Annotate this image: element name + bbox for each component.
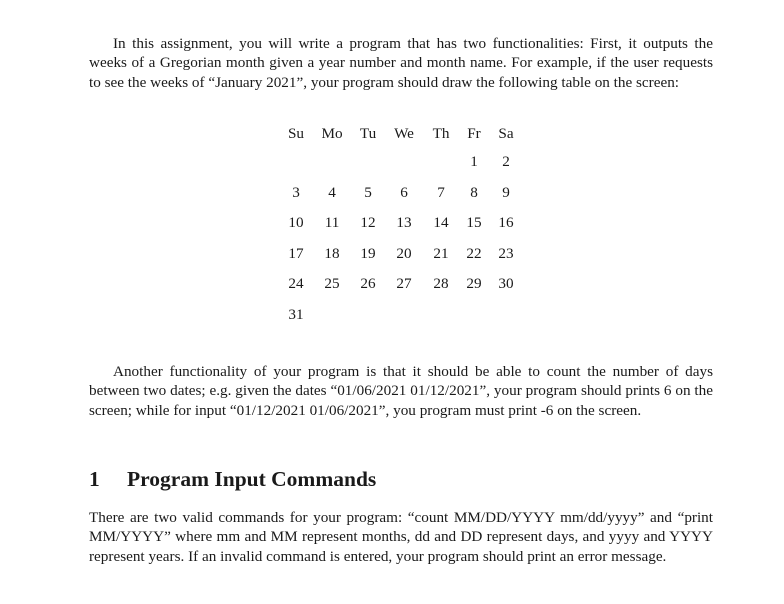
calendar-day-cell bbox=[352, 300, 384, 331]
intro-paragraph: In this assignment, you will write a program that has two functionalities: First, it outputs the weeks of a Gregorian month given a year number and month name. For example, if the user requests to see the weeks of “January 2021”, your program should draw the following table on the screen: bbox=[89, 35, 713, 91]
calendar-day-cell: 21 bbox=[433, 244, 449, 262]
calendar-day-cell: 19 bbox=[360, 244, 376, 262]
calendar-day-cell: 15 bbox=[466, 214, 482, 232]
calendar-header-row bbox=[280, 120, 522, 147]
calendar-week-row bbox=[280, 300, 522, 331]
calendar-day-cell: 2 bbox=[502, 153, 510, 170]
calendar-header-cell: Th bbox=[432, 125, 450, 142]
calendar-day-cell: 26 bbox=[360, 275, 376, 293]
calendar-day-cell: 17 bbox=[288, 244, 304, 262]
calendar-day-cell: 7 bbox=[437, 183, 445, 201]
calendar-day-cell: 29 bbox=[466, 275, 482, 293]
calendar-day-cell bbox=[490, 300, 522, 331]
calendar-day-cell bbox=[384, 300, 424, 331]
calendar-week-row bbox=[280, 208, 522, 239]
calendar-header-cell: Tu bbox=[359, 125, 377, 142]
calendar-day-cell bbox=[424, 147, 458, 178]
calendar-day-cell: 18 bbox=[324, 244, 340, 262]
calendar-header-cell: Fr bbox=[467, 125, 481, 142]
calendar-day-cell: 10 bbox=[288, 214, 304, 232]
second-paragraph: Another functionality of your program is that it should be able to count the number of days between two dates; e.g. given the dates “01/06/2021 01/12/2021”, your program should prints 6 on the screen; while for input “01/12/2021 01/06/2021”, you program must print -6 on the screen. bbox=[89, 363, 713, 419]
calendar-day-cell bbox=[352, 147, 384, 178]
calendar-day-cell: 16 bbox=[498, 214, 514, 232]
section-heading bbox=[89, 465, 376, 493]
calendar-header-cell: Mo bbox=[321, 125, 343, 142]
calendar-week-row bbox=[280, 147, 522, 178]
calendar-day-cell bbox=[280, 147, 312, 178]
calendar-day-cell: 22 bbox=[466, 244, 482, 262]
calendar-day-cell: 23 bbox=[498, 244, 514, 262]
section-title: Program Input Commands bbox=[127, 467, 377, 491]
calendar-day-cell: 6 bbox=[400, 183, 408, 201]
calendar-day-cell: 30 bbox=[498, 275, 514, 293]
calendar-day-cell bbox=[458, 300, 490, 331]
calendar-day-cell: 8 bbox=[470, 183, 478, 201]
calendar-day-cell: 5 bbox=[364, 183, 372, 201]
calendar-day-cell: 31 bbox=[288, 305, 304, 323]
calendar-week-row bbox=[280, 239, 522, 270]
calendar-day-cell bbox=[384, 147, 424, 178]
calendar-day-cell: 25 bbox=[324, 275, 340, 293]
calendar-day-cell: 20 bbox=[396, 244, 412, 262]
calendar-body bbox=[280, 147, 522, 331]
calendar-day-cell bbox=[312, 147, 352, 178]
calendar-header-cell: Su bbox=[287, 125, 305, 142]
calendar-day-cell: 14 bbox=[433, 214, 449, 232]
calendar-week-row bbox=[280, 269, 522, 300]
calendar-day-cell: 24 bbox=[288, 275, 304, 293]
calendar-day-cell: 27 bbox=[396, 275, 412, 293]
calendar-day-cell: 1 bbox=[470, 153, 478, 170]
calendar-header-cell: Sa bbox=[498, 125, 514, 142]
section-paragraph: There are two valid commands for your program: “count MM/DD/YYYY mm/dd/yyyy” and “print MM/YYYY” where mm and MM represent months, dd and DD represent days, and yyyy and YYYY represent years. If an invalid command is entered, your program should print an error message. bbox=[89, 509, 713, 565]
calendar-day-cell: 9 bbox=[502, 183, 510, 201]
calendar-day-cell bbox=[312, 300, 352, 331]
calendar-day-cell: 3 bbox=[292, 183, 300, 201]
section-number: 1 bbox=[89, 467, 100, 491]
calendar-day-cell: 12 bbox=[360, 214, 376, 232]
calendar-week-row bbox=[280, 178, 522, 209]
calendar-header-cell: We bbox=[394, 125, 414, 142]
calendar-day-cell: 28 bbox=[433, 275, 449, 293]
calendar-table bbox=[280, 120, 522, 331]
calendar-day-cell: 4 bbox=[328, 183, 336, 201]
calendar-day-cell bbox=[424, 300, 458, 331]
calendar-day-cell: 13 bbox=[396, 214, 412, 232]
calendar-day-cell: 11 bbox=[324, 214, 340, 232]
